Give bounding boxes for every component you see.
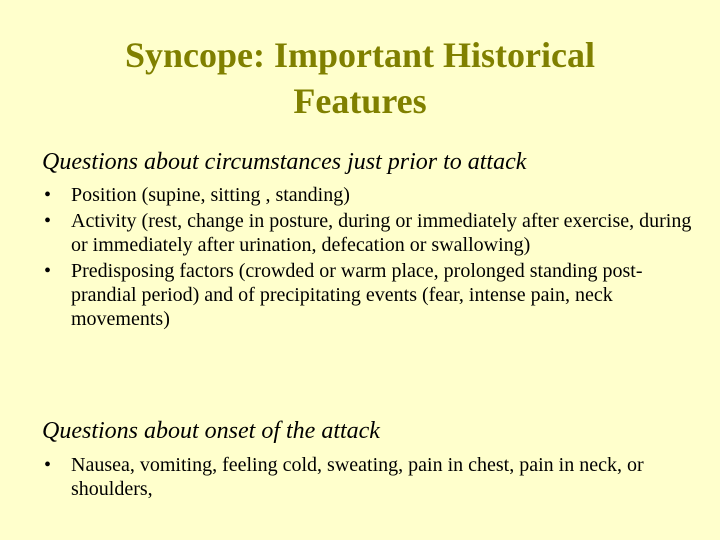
list-item xyxy=(44,259,694,331)
bullet-icon: • xyxy=(44,210,52,232)
bullet-icon: • xyxy=(44,184,52,206)
bullet-text: Nausea, vomiting, feeling cold, sweating, pain in chest, pain in neck, or shoulders, xyxy=(71,454,644,500)
slide-title xyxy=(40,32,680,124)
bullet-text: Position (supine, sitting , standing) xyxy=(71,184,350,206)
bullet-icon: • xyxy=(44,260,52,282)
bullet-text: Predisposing factors (crowded or warm place, prolonged standing post-prandial period) and of precipitating events (fear, intense pain, neck movements) xyxy=(71,260,643,330)
bullet-text: Activity (rest, change in posture, during or immediately after exercise, during or immediately after urination, defecation or swallowing) xyxy=(71,210,692,256)
bullet-list-onset xyxy=(44,453,694,503)
bullet-icon: • xyxy=(44,454,52,476)
section-heading-circumstances: Questions about circumstances just prior to attack xyxy=(42,149,527,175)
list-item xyxy=(44,209,694,257)
title-line-1: Syncope: Important Historical xyxy=(125,35,595,75)
section-heading-onset: Questions about onset of the attack xyxy=(42,418,380,444)
bullet-list-circumstances xyxy=(44,183,694,333)
title-line-2: Features xyxy=(293,81,427,121)
list-item xyxy=(44,183,694,207)
list-item xyxy=(44,453,694,501)
